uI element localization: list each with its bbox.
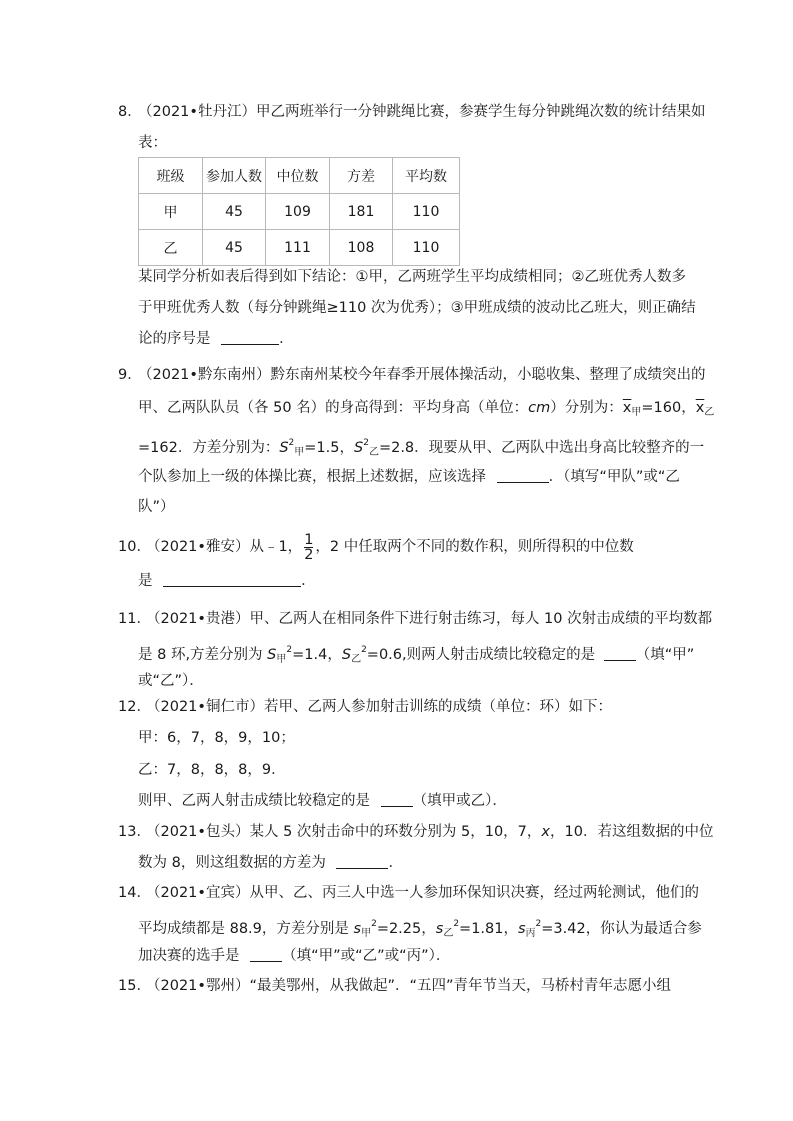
superscript-2: 2 <box>286 645 293 655</box>
q9-text-line5: 队”） <box>138 499 175 515</box>
q10-text-line1 <box>146 532 634 562</box>
q10-text: 是 <box>138 573 153 589</box>
q14-text-line3 <box>138 946 450 966</box>
table-cell: 45 <box>203 230 266 266</box>
q15-number: 15． <box>118 978 151 994</box>
q11-text-line2 <box>138 640 694 670</box>
table-row <box>139 230 460 266</box>
superscript-2: 2 <box>288 438 295 448</box>
q15-text-line1: （2021•鄂州）“最美鄂州，从我做起”．“五四”青年节当天，马桥村青年志愿小组 <box>146 978 671 994</box>
answer-blank <box>163 572 301 587</box>
table-cell: 乙 <box>139 230 203 266</box>
answer-blank <box>381 792 413 807</box>
q12-text-line2: 甲：6，7，8，9，10； <box>138 730 295 746</box>
q9-text-line2 <box>138 398 714 423</box>
subscript-bing: 丙 <box>525 928 536 939</box>
variance-symbol: S <box>354 440 364 456</box>
variance-yi-value: =2.8．现要从甲、乙两队中选出身高比较整齐的一 <box>378 440 705 456</box>
variance-yi-value: =1.81， <box>459 921 518 937</box>
superscript-2: 2 <box>453 919 460 929</box>
period: ． <box>279 331 294 347</box>
table-cell: 108 <box>330 230 393 266</box>
subscript-jia: 甲 <box>361 928 372 939</box>
table-cell: 110 <box>393 230 460 266</box>
variance-symbol: s <box>353 921 362 937</box>
variance-jia-value: =1.4， <box>292 647 342 663</box>
q13-text-line1 <box>146 822 713 842</box>
variance-jia-value: =2.25， <box>376 921 436 937</box>
answer-blank <box>497 468 549 483</box>
q9-text-line4 <box>138 467 680 487</box>
table-cell: 甲 <box>139 194 203 230</box>
q10-text-line2 <box>138 571 316 591</box>
variance-symbol: s <box>517 921 526 937</box>
q14-text: 平均成绩都是 88.9，方差分别是 <box>138 921 354 937</box>
mean-symbol: $\overline{x}$ <box>695 400 705 416</box>
q8-text-line3: 某同学分析如表后得到如下结论：①甲，乙两班学生平均成绩相同；②乙班优秀人数多 <box>138 269 686 285</box>
q9-text: =162．方差分别为： <box>138 440 280 456</box>
q10-number: 10． <box>118 539 151 555</box>
q11-text-line1: （2021•贵港）甲、乙两人在相同条件下进行射击练习，每人 10 次射击成绩的平均数都 <box>146 611 713 627</box>
q13-text: ，10．若这组数据的中位 <box>550 824 714 840</box>
q8-text-line4: 于甲班优秀人数（每分钟跳绳≥110 次为优秀）；③甲班成绩的波动比乙班大，则正确结 <box>138 300 696 316</box>
q8-text-line2: 表： <box>138 135 167 151</box>
q14-text: 加决赛的选手是 <box>138 948 240 964</box>
variable-x: x <box>541 824 551 840</box>
table-cell: 45 <box>203 194 266 230</box>
q13-text: （2021•包头）某人 5 次射击命中的环数分别为 5，10，7， <box>146 824 542 840</box>
q9-number: 9． <box>118 367 142 383</box>
q9-text-line1: （2021•黔东南州）黔东南州某校今年春季开展体操活动，小聪收集、整理了成绩突出的 <box>138 367 706 383</box>
variance-symbol: S <box>267 647 277 663</box>
variance-symbol: s <box>435 921 444 937</box>
table-cell: 181 <box>330 194 393 230</box>
superscript-2: 2 <box>535 919 542 929</box>
subscript-yi: 乙 <box>443 928 454 939</box>
subscript-yi: 乙 <box>368 447 379 458</box>
variance-yi-value: =0.6,则两人射击成绩比较稳定的是 <box>366 647 596 663</box>
q13-text-line2 <box>138 853 403 873</box>
q9-text: 甲、乙两队队员（各 50 名）的身高得到：平均身高（单位： <box>138 400 529 416</box>
subscript-yi: 乙 <box>704 407 715 418</box>
table-cell: 109 <box>266 194 330 230</box>
fraction-denominator: 2 <box>304 546 314 563</box>
variance-bing-value: =3.42，你认为最适合参 <box>541 921 702 937</box>
q8-number: 8． <box>118 104 142 120</box>
q8-text-line1: （2021•牡丹江）甲乙两班举行一分钟跳绳比赛，参赛学生每分钟跳绳次数的统计结果如 <box>138 104 706 120</box>
table-header-cell: 参加人数 <box>203 158 266 194</box>
answer-blank <box>250 947 282 962</box>
answer-blank <box>336 854 388 869</box>
fraction-numerator: 1 <box>304 531 314 548</box>
q10-text: ，2 中任取两个不同的数作积，则所得积的中位数 <box>315 539 634 555</box>
table-row <box>139 194 460 230</box>
q14-text-line1: （2021•宜宾）从甲、乙、丙三人中选一人参加环保知识决赛，经过两轮测试，他们的 <box>146 885 699 901</box>
subscript-yi: 乙 <box>351 654 362 665</box>
superscript-2: 2 <box>361 645 367 655</box>
variance-symbol: S <box>341 647 352 663</box>
superscript-2: 2 <box>371 919 377 929</box>
q12-text-line3: 乙：7，8，8，8，9． <box>138 762 286 778</box>
q12-text-line1: （2021•铜仁市）若甲、乙两人参加射击训练的成绩（单位：环）如下： <box>146 699 612 715</box>
q8-text: 论的序号是 <box>138 331 211 347</box>
q11-text-line3: 或“乙”）． <box>138 673 204 689</box>
q12-text: 则甲、乙两人射击成绩比较稳定的是 <box>138 793 370 809</box>
table-header-cell: 平均数 <box>393 158 460 194</box>
q12-text-line4 <box>138 791 507 811</box>
q13-text: 数为 8，则这组数据的方差为 <box>138 855 326 871</box>
q12-text: （填甲或乙）． <box>412 793 507 809</box>
period: ． <box>388 855 403 871</box>
subscript-jia: 甲 <box>294 447 305 458</box>
q12-number: 12． <box>118 699 151 715</box>
q14-text-line2 <box>138 914 702 944</box>
table-header-row <box>139 158 460 194</box>
mean-jia-value: =160， <box>641 400 696 416</box>
q8-text-line5 <box>138 329 294 349</box>
subscript-jia: 甲 <box>276 654 287 665</box>
q11-number: 11． <box>118 611 151 627</box>
table-header-cell: 方差 <box>330 158 393 194</box>
period: ． <box>301 573 316 589</box>
q9-text: ）分别为： <box>550 400 623 416</box>
variance-jia-value: =1.5， <box>304 440 354 456</box>
fraction-one-half <box>304 533 313 562</box>
q14-text: （填“甲”或“乙”或“丙”）． <box>282 948 451 964</box>
table-header-cell: 中位数 <box>266 158 330 194</box>
q10-text: （2021•雅安）从﹣1， <box>146 539 303 555</box>
subscript-jia: 甲 <box>631 407 642 418</box>
q9-text: ．（填写“甲队”或“乙 <box>548 469 680 485</box>
table-cell: 110 <box>393 194 460 230</box>
q13-number: 13． <box>118 824 151 840</box>
table-header-cell: 班级 <box>139 158 203 194</box>
q9-text: 个队参加上一级的体操比赛，根据上述数据，应该选择 <box>138 469 486 485</box>
unit-cm: cm <box>528 400 551 416</box>
variance-symbol: S <box>279 440 289 456</box>
q14-number: 14． <box>118 885 151 901</box>
q9-text-line3 <box>138 433 704 463</box>
q8-stats-table <box>138 157 460 266</box>
table-cell: 111 <box>266 230 330 266</box>
mean-symbol: $\overline{x}$ <box>622 400 632 416</box>
superscript-2: 2 <box>363 438 369 448</box>
q11-text: 是 8 环,方差分别为 <box>138 647 268 663</box>
answer-blank <box>221 330 279 345</box>
q11-text: （填“甲” <box>635 647 695 663</box>
answer-blank <box>604 646 636 661</box>
